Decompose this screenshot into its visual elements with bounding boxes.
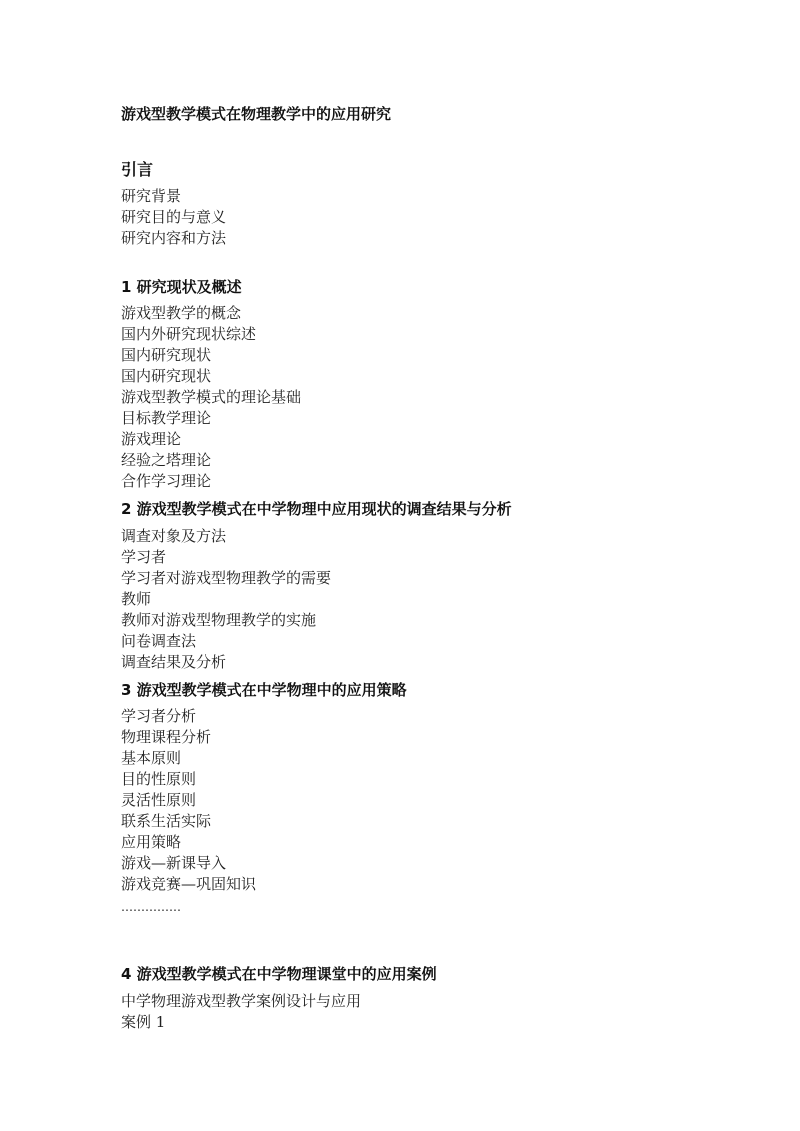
section-heading-3: 3 游戏型教学模式在中学物理中的应用策略 [121, 681, 407, 699]
list-item: 研究背景 [121, 187, 182, 205]
list-item: 研究目的与意义 [121, 208, 227, 226]
list-item: 学习者对游戏型物理教学的需要 [121, 569, 332, 587]
list-item: 游戏型教学的概念 [121, 304, 242, 322]
list-item: 调查对象及方法 [121, 527, 227, 545]
list-item: 合作学习理论 [121, 472, 212, 490]
list-item: 教师对游戏型物理教学的实施 [121, 611, 317, 629]
list-item: 游戏—新课导入 [121, 854, 227, 872]
list-item: 国内外研究现状综述 [121, 325, 257, 343]
section-heading-2: 2 游戏型教学模式在中学物理中应用现状的调查结果与分析 [121, 500, 512, 518]
ellipsis: …………… [121, 900, 181, 914]
list-item: 基本原则 [121, 749, 182, 767]
list-item: 学习者 [121, 548, 167, 566]
section-heading-4: 4 游戏型教学模式在中学物理课堂中的应用案例 [121, 965, 437, 983]
list-item: 学习者分析 [121, 707, 197, 725]
list-item: 教师 [121, 590, 152, 608]
list-item: 调查结果及分析 [121, 653, 227, 671]
section-heading-1: 1 研究现状及概述 [121, 278, 242, 296]
list-item: 案例 1 [121, 1013, 166, 1031]
list-item: 问卷调查法 [121, 632, 197, 650]
list-item: 经验之塔理论 [121, 451, 212, 469]
list-item: 目的性原则 [121, 770, 197, 788]
list-item: 游戏理论 [121, 430, 182, 448]
document-title: 游戏型教学模式在物理教学中的应用研究 [121, 105, 392, 123]
list-item: 游戏型教学模式的理论基础 [121, 388, 302, 406]
list-item: 国内研究现状 [121, 367, 212, 385]
list-item: 物理课程分析 [121, 728, 212, 746]
list-item: 游戏竞赛—巩固知识 [121, 875, 257, 893]
list-item: 研究内容和方法 [121, 229, 227, 247]
list-item: 联系生活实际 [121, 812, 212, 830]
list-item: 中学物理游戏型教学案例设计与应用 [121, 992, 362, 1010]
list-item: 目标教学理论 [121, 409, 212, 427]
list-item: 应用策略 [121, 833, 182, 851]
section-heading-intro: 引言 [121, 160, 154, 179]
list-item: 灵活性原则 [121, 791, 197, 809]
list-item: 国内研究现状 [121, 346, 212, 364]
